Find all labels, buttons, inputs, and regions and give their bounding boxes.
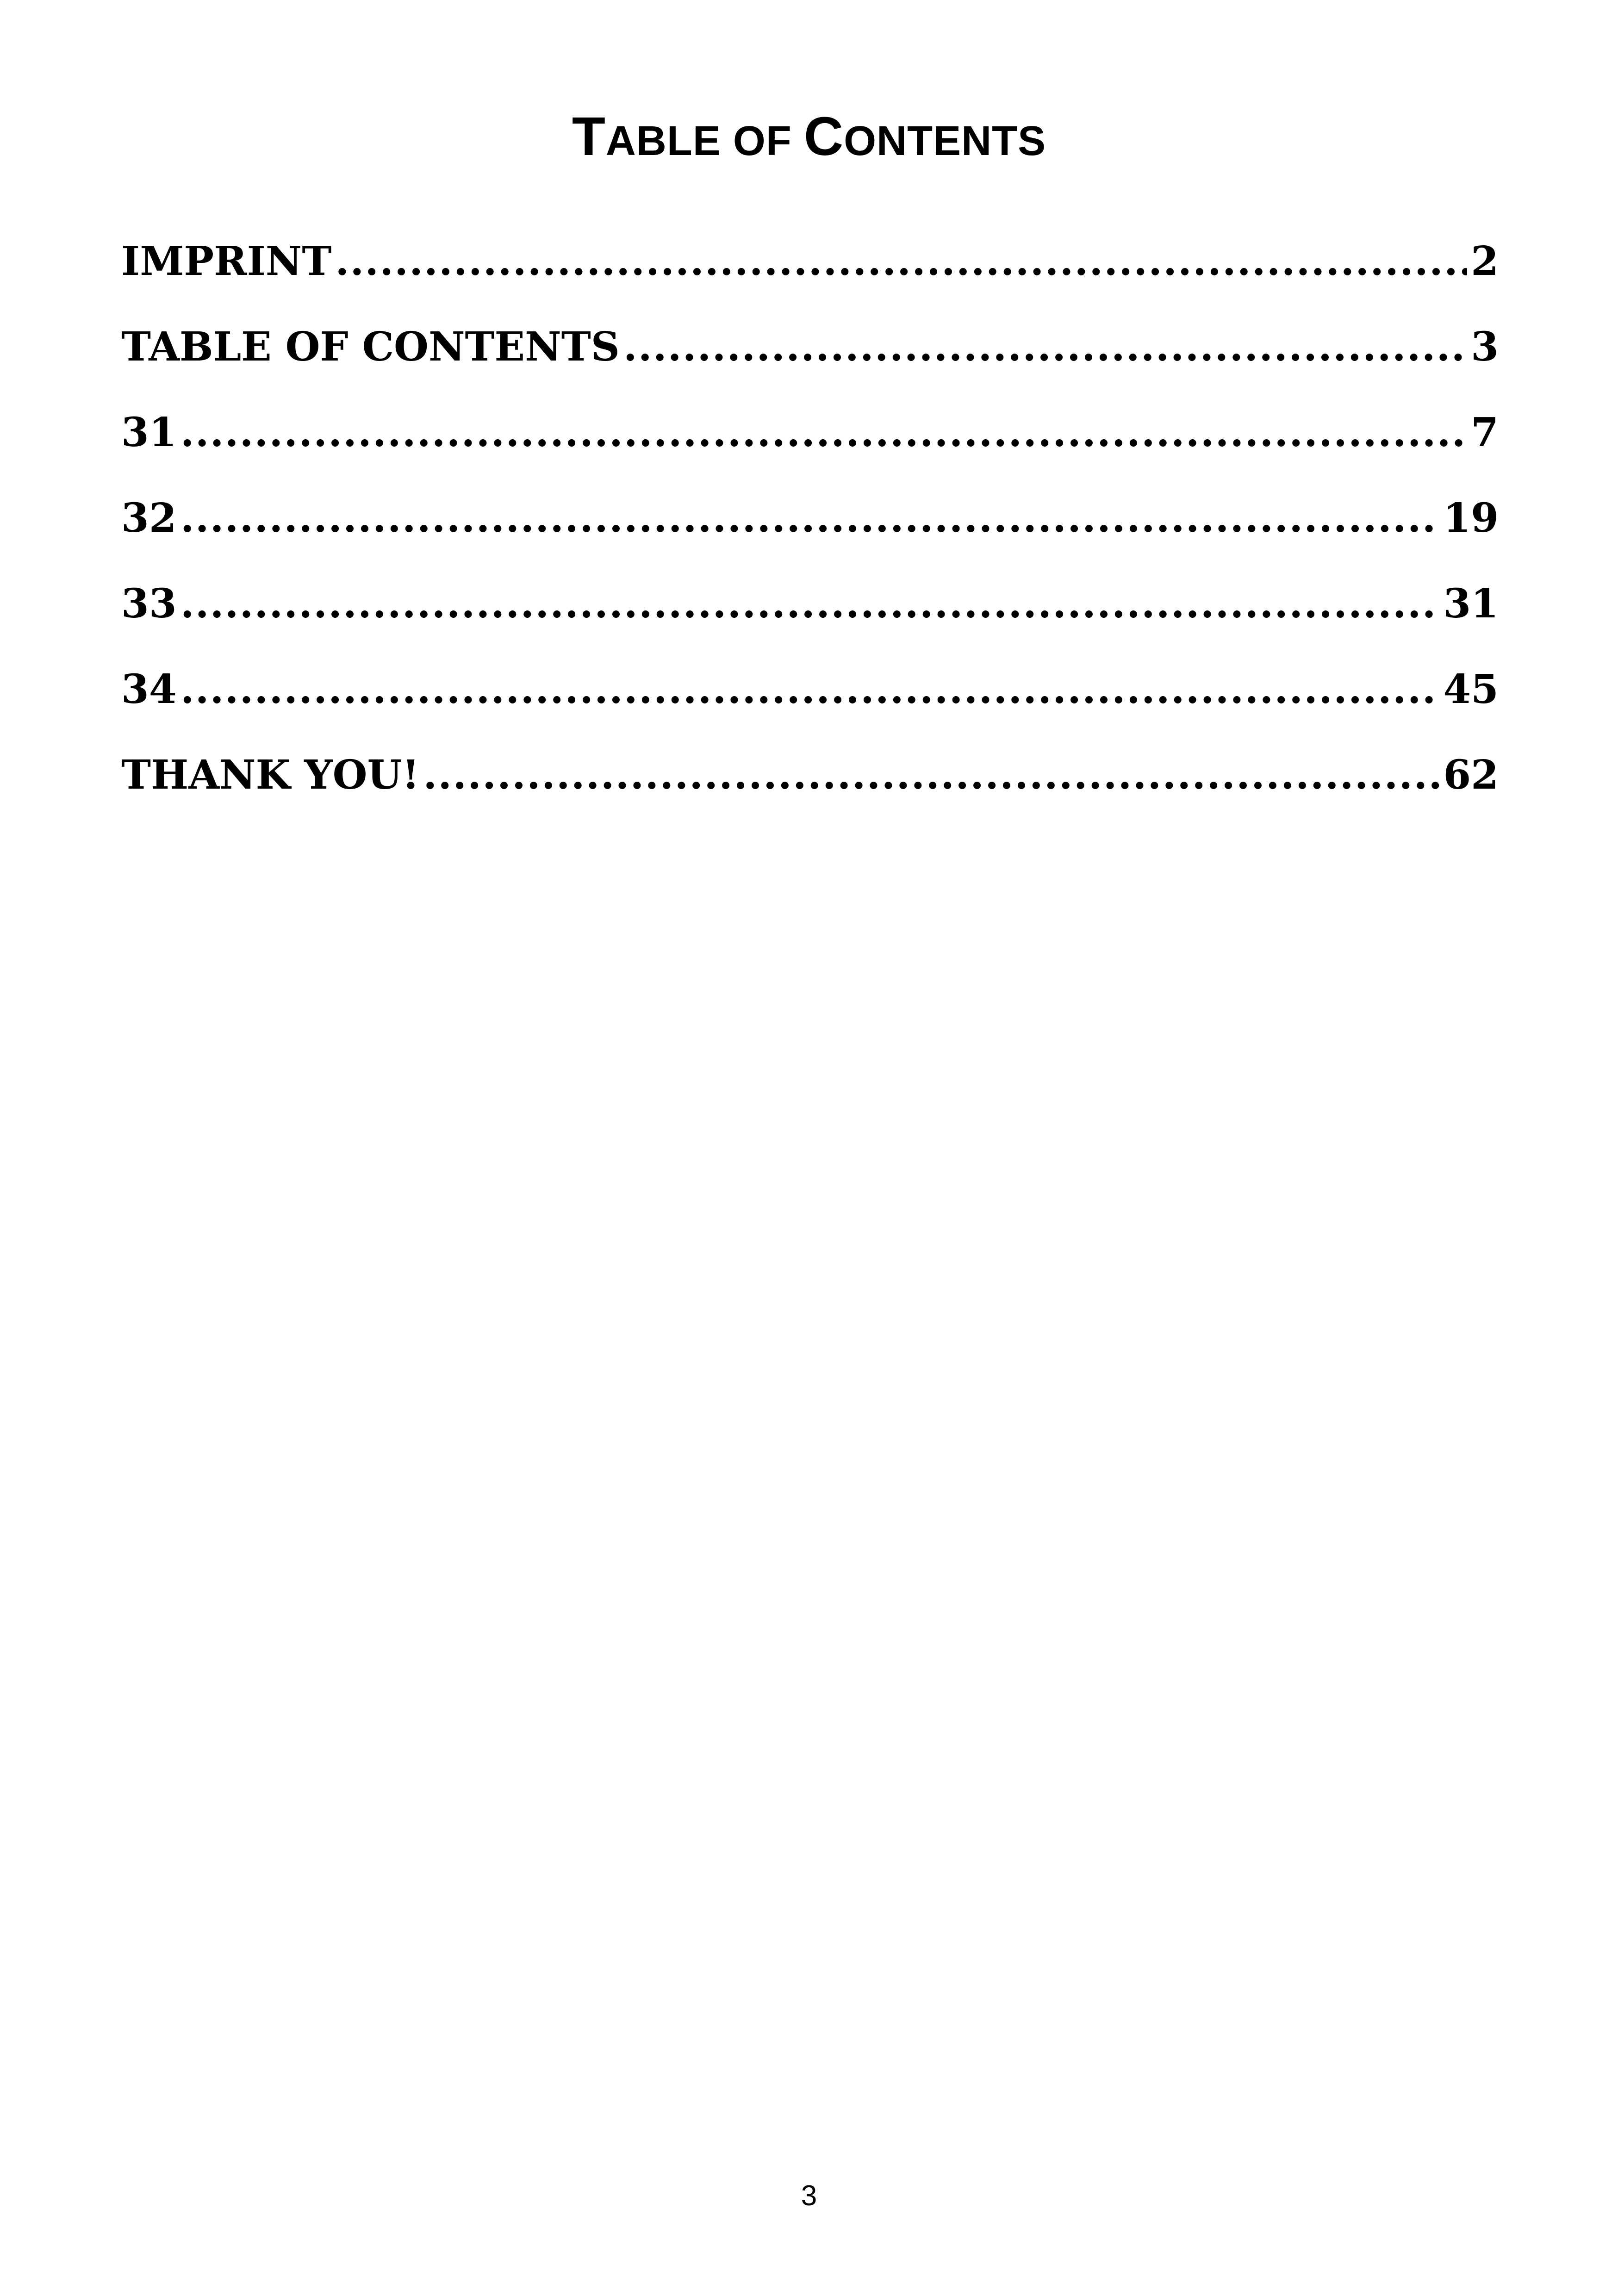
toc-dot-leader	[180, 405, 1467, 460]
toc-dot-leader	[623, 319, 1467, 375]
toc-entry-label: THANK YOU!	[121, 752, 420, 798]
toc-entry-page: 3	[1471, 324, 1499, 370]
toc-entry-thank-you[interactable]	[121, 747, 1499, 833]
toc-dot-leader	[423, 747, 1439, 803]
toc-entry-page: 45	[1443, 666, 1499, 713]
toc-dot-leader	[335, 234, 1467, 289]
toc-entry-label: IMPRINT	[121, 238, 332, 285]
toc-dot-leader	[180, 576, 1440, 632]
toc-entry-31[interactable]	[121, 405, 1499, 491]
toc-entry-label: 33	[121, 580, 177, 627]
toc-entry-page: 2	[1471, 238, 1499, 285]
title-rest-1: ABLE OF	[605, 118, 804, 164]
table-of-contents	[121, 234, 1499, 833]
toc-entry-imprint[interactable]	[121, 234, 1499, 319]
title-rest-2: ONTENTS	[844, 118, 1046, 164]
toc-dot-leader	[180, 662, 1440, 717]
toc-entry-label: 31	[121, 409, 177, 456]
toc-entry-page: 7	[1471, 409, 1499, 456]
toc-entry-34[interactable]	[121, 662, 1499, 747]
toc-entry-page: 62	[1443, 752, 1499, 798]
toc-entry-32[interactable]	[121, 491, 1499, 576]
toc-entry-label: 32	[121, 495, 177, 541]
toc-entry-page: 31	[1443, 580, 1499, 627]
title-initial-1: T	[572, 106, 606, 167]
toc-entry-label: 34	[121, 666, 177, 713]
title-initial-2: C	[803, 106, 844, 167]
page-number: 3	[801, 2180, 817, 2212]
toc-dot-leader	[180, 491, 1440, 546]
toc-entry-page: 19	[1443, 495, 1499, 541]
page-title	[0, 104, 1618, 174]
toc-entry-label: TABLE OF CONTENTS	[121, 324, 620, 370]
toc-entry-table-of-contents[interactable]	[121, 319, 1499, 405]
toc-entry-33[interactable]	[121, 576, 1499, 662]
